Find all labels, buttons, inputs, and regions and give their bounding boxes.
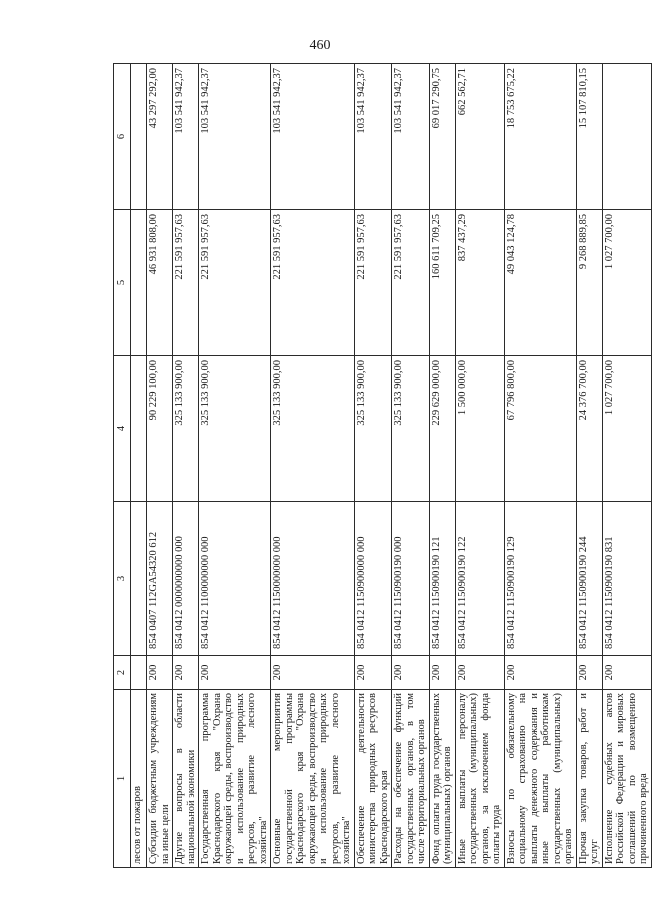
row-value-4-cell: 1 500 000,00: [455, 356, 504, 502]
row-value-6-cell: 103 541 942,37: [199, 64, 271, 210]
header-cell-3: 3: [114, 502, 131, 656]
table-row: [199, 64, 271, 868]
row-value-5-cell: 49 043 124,78: [504, 210, 576, 356]
row-code-cell: 854 0412 1150900190 129: [504, 502, 576, 656]
row-code-cell: 854 0412 0000000000 000: [173, 502, 199, 656]
row-value-5-cell: 46 931 808,00: [147, 210, 173, 356]
row-code-cell: 854 0412 1150900190 244: [576, 502, 602, 656]
row-value-5-cell: 1 027 700,00: [602, 210, 651, 356]
header-cell-5: 5: [114, 210, 131, 356]
row-column-2-cell: 200: [504, 656, 576, 690]
rotated-table-area: [113, 64, 649, 868]
table-row: [602, 64, 651, 868]
row-value-6-cell: 15 107 810,15: [576, 64, 602, 210]
row-column-2-cell: 200: [602, 656, 651, 690]
row-value-5-cell: 221 591 957,63: [173, 210, 199, 356]
table-row: [173, 64, 199, 868]
row-value-5-cell: 221 591 957,63: [199, 210, 271, 356]
row-name-cell: лесов от пожаров: [131, 690, 147, 868]
row-value-5-cell: 221 591 957,63: [354, 210, 392, 356]
page-number: 460: [309, 38, 331, 53]
row-code-cell: [131, 502, 147, 656]
row-value-4-cell: 67 796 800,00: [504, 356, 576, 502]
row-value-4-cell: 90 229 100,00: [147, 356, 173, 502]
header-cell-2: 2: [114, 656, 131, 690]
row-name-cell: Субсидии бюджетным учреждениям на иные цели: [147, 690, 173, 868]
table-row: [131, 64, 147, 868]
row-code-cell: 854 0407 112GA54320 612: [147, 502, 173, 656]
row-value-6-cell: [131, 64, 147, 210]
row-value-5-cell: 221 591 957,63: [392, 210, 430, 356]
row-column-2-cell: 200: [173, 656, 199, 690]
row-name-cell: Иные выплаты персоналу государственных (муниципальных) органов, за исключением фонда оплаты труда: [455, 690, 504, 868]
row-value-5-cell: 221 591 957,63: [271, 210, 355, 356]
row-name-cell: Исполнение судебных актов Российской Федерации и мировых соглашений по возмещению причиненного вреда: [602, 690, 651, 868]
table-row: [271, 64, 355, 868]
row-value-6-cell: [602, 64, 651, 210]
table-row: [504, 64, 576, 868]
row-code-cell: 854 0412 1100000000 000: [199, 502, 271, 656]
row-value-6-cell: 18 753 675,22: [504, 64, 576, 210]
table-row: [354, 64, 392, 868]
rotated-table-container: [113, 64, 649, 868]
table-row: [392, 64, 430, 868]
row-value-4-cell: [131, 356, 147, 502]
row-value-6-cell: 103 541 942,37: [354, 64, 392, 210]
row-value-6-cell: 69 017 290,75: [429, 64, 455, 210]
row-name-cell: Государственная программа Краснодарского края "Охрана окружающей среды, воспроизводство и использование природных ресурсов, развитие лесного хозяйства": [199, 690, 271, 868]
row-value-5-cell: 9 268 889,85: [576, 210, 602, 356]
row-name-cell: Другие вопросы в области национальной экономики: [173, 690, 199, 868]
table-row: [147, 64, 173, 868]
row-name-cell: Прочая закупка товаров, работ и услуг: [576, 690, 602, 868]
row-code-cell: 854 0412 1150900190 000: [392, 502, 430, 656]
row-code-cell: 854 0412 1150900190 122: [455, 502, 504, 656]
row-column-2-cell: 200: [392, 656, 430, 690]
row-column-2-cell: [131, 656, 147, 690]
row-value-4-cell: 325 133 900,00: [354, 356, 392, 502]
row-code-cell: 854 0412 1150000000 000: [271, 502, 355, 656]
row-code-cell: 854 0412 1150900000 000: [354, 502, 392, 656]
table-header-row: [114, 64, 131, 868]
row-name-cell: Расходы на обеспечение функций государственных органов, в том числе территориальных органов: [392, 690, 430, 868]
row-value-6-cell: 103 541 942,37: [173, 64, 199, 210]
table-row: [455, 64, 504, 868]
row-name-cell: Основные мероприятия государственной программы Краснодарского края "Охрана окружающей среды, воспроизводство и использование природных ресурсов, развитие лесного хозяйства": [271, 690, 355, 868]
row-value-5-cell: 837 437,29: [455, 210, 504, 356]
row-name-cell: Фонд оплаты труда государственных (муниципальных) органов: [429, 690, 455, 868]
budget-table: [113, 63, 652, 868]
row-value-6-cell: 662 562,71: [455, 64, 504, 210]
row-value-4-cell: 24 376 700,00: [576, 356, 602, 502]
row-value-5-cell: [131, 210, 147, 356]
row-value-6-cell: 43 297 292,00: [147, 64, 173, 210]
row-value-4-cell: 325 133 900,00: [392, 356, 430, 502]
row-column-2-cell: 200: [576, 656, 602, 690]
row-value-4-cell: 325 133 900,00: [173, 356, 199, 502]
row-value-5-cell: 160 611 709,25: [429, 210, 455, 356]
row-column-2-cell: 200: [455, 656, 504, 690]
row-column-2-cell: 200: [429, 656, 455, 690]
row-column-2-cell: 200: [147, 656, 173, 690]
row-value-4-cell: 229 629 000,00: [429, 356, 455, 502]
header-cell-4: 4: [114, 356, 131, 502]
table-row: [576, 64, 602, 868]
row-code-cell: 854 0412 1150900190 831: [602, 502, 651, 656]
row-column-2-cell: 200: [271, 656, 355, 690]
row-name-cell: Взносы по обязательному социальному страхованию на выплаты денежного содержания и иные выплаты работникам государственных (муниципальных) органов: [504, 690, 576, 868]
header-cell-6: 6: [114, 64, 131, 210]
row-value-4-cell: 325 133 900,00: [271, 356, 355, 502]
table-row: [429, 64, 455, 868]
row-column-2-cell: 200: [199, 656, 271, 690]
row-value-4-cell: 325 133 900,00: [199, 356, 271, 502]
row-code-cell: 854 0412 1150900190 121: [429, 502, 455, 656]
row-value-6-cell: 103 541 942,37: [271, 64, 355, 210]
row-value-6-cell: 103 541 942,37: [392, 64, 430, 210]
header-cell-1: 1: [114, 690, 131, 868]
row-value-4-cell: 1 027 700,00: [602, 356, 651, 502]
row-column-2-cell: 200: [354, 656, 392, 690]
row-name-cell: Обеспечение деятельности министерства природных ресурсов Краснодарского края: [354, 690, 392, 868]
